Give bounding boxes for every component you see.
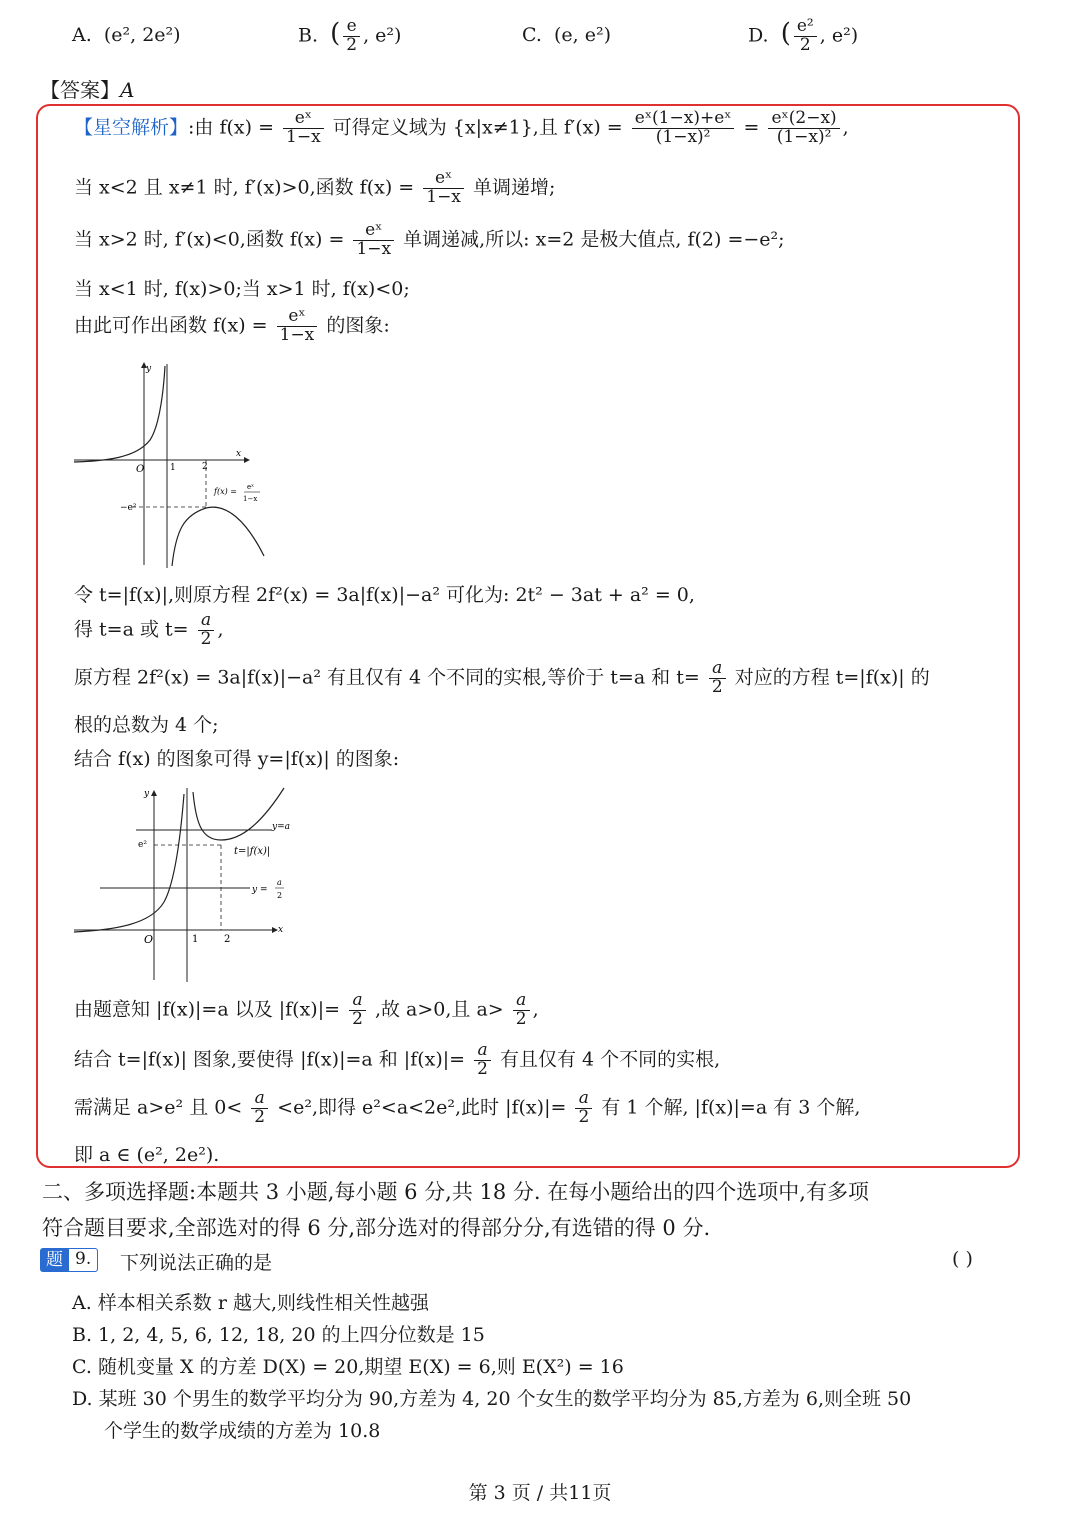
origin-label: O <box>136 464 145 475</box>
solution-line-10: 结合 f(x) 的图象可得 y=|f(x)| 的图象: <box>74 748 400 770</box>
solution-line-13: 需满足 a>e² 且 0< $\frac{a}{2}$ <e²,即得 e²<a<2e²,此时 |f(x)|= $\frac{a}{2}$ 有 1 个解, |f(x)|=a 有 3 个解, <box>74 1088 861 1127</box>
func-den: 1−x <box>243 495 258 503</box>
question-number: 9. <box>69 1248 98 1272</box>
solution-line-12: 结合 t=|f(x)| 图象,要使得 |f(x)|=a 和 |f(x)|= $\frac{a}{2}$ 有且仅有 4 个不同的实根, <box>74 1040 721 1079</box>
solution-line-3: 当 x>2 时, f′(x)<0,函数 f(x) = $\frac{\text{eˣ}}{1-x}$ 单调递减,所以: x=2 是极大值点, f(2) =−e²; <box>74 220 785 259</box>
choice-d-line-2: 个学生的数学成绩的方差为 10.8 <box>104 1420 381 1442</box>
func-num: eˣ <box>247 483 255 491</box>
choice-c: C. 随机变量 X 的方差 D(X) = 20,期望 E(X) = 6,则 E(X²) = 16 <box>72 1356 624 1378</box>
curve-right <box>172 507 264 566</box>
solution-line-7: 得 t=a 或 t= $\frac{a}{2}$ , <box>74 610 224 649</box>
solution-line-4: 当 x<1 时, f(x)>0;当 x>1 时, f(x)<0; <box>74 278 410 300</box>
origin-label: O <box>144 933 154 946</box>
label-y-a: y=a <box>272 822 290 832</box>
solution-line-11: 由题意知 |f(x)|=a 以及 |f(x)|= $\frac{a}{2}$ ,故 a>0,且 a> $\frac{a}{2}$ , <box>74 990 539 1029</box>
y-label: y <box>144 789 150 799</box>
solution-line-6: 令 t=|f(x)|,则原方程 2f²(x) = 3a|f(x)|−a² 可化为: 2t² − 3at + a² = 0, <box>74 584 695 606</box>
y-axis-arrow <box>151 790 157 796</box>
e2-label: e² <box>138 840 147 850</box>
half-den: 2 <box>277 891 283 900</box>
question-tag <box>40 1248 98 1272</box>
graph-f-x <box>66 360 286 572</box>
label-y-half: y = <box>252 885 268 895</box>
neg-e2-label: −e² <box>120 503 137 513</box>
label-t-abs: t=|f(x)| <box>234 846 271 857</box>
tick-1: 1 <box>192 934 199 945</box>
question-tag-label: 题 <box>40 1248 69 1272</box>
question-stem: 下列说法正确的是 <box>120 1252 273 1274</box>
graph-abs-f-x <box>66 784 306 986</box>
solution-line-2: 当 x<2 且 x≠1 时, f′(x)>0,函数 f(x) = $\frac{\text{eˣ}}{1-x}$ 单调递增; <box>74 168 556 207</box>
solution-line-8: 原方程 2f²(x) = 3a|f(x)|−a² 有且仅有 4 个不同的实根,等价于 t=a 和 t= $\frac{a}{2}$ 对应的方程 t=|f(x)| 的 <box>74 658 930 697</box>
solution-line-14: 即 a ∈ (e², 2e²). <box>74 1144 220 1166</box>
curve-left <box>74 794 184 932</box>
choice-b: B. 1, 2, 4, 5, 6, 12, 18, 20 的上四分位数是 15 <box>72 1324 485 1346</box>
func-label: f(x) = <box>214 487 237 496</box>
x-axis-arrow <box>244 457 250 463</box>
choice-a: A. 样本相关系数 r 越大,则线性相关性越强 <box>72 1292 430 1314</box>
tick-1: 1 <box>170 463 176 473</box>
option-c: C. (e, e²) <box>522 24 612 46</box>
option-a: A. (e², 2e²) <box>72 24 181 46</box>
answer-line: 【答案】A <box>40 78 135 102</box>
x-label: x <box>278 925 284 935</box>
y-label: y <box>146 364 152 374</box>
section-header-line-2: 符合题目要求,全部选对的得 6 分,部分选对的得部分分,有选错的得 0 分. <box>42 1216 711 1240</box>
choice-d-line-1: D. 某班 30 个男生的数学平均分为 90,方差为 4, 20 个女生的数学平均分为 85,方差为 6,则全班 50 <box>72 1388 912 1410</box>
tick-2: 2 <box>224 934 231 945</box>
solution-line-1: 【星空解析】:由 f(x) = $\frac{\text{eˣ}}{1-x}$ 可得定义域为 {x|x≠1},且 f′(x) = $\frac{\text{eˣ(1−x)+eˣ}}{\text{(1−x)²}}$ = $\frac{\text{eˣ(2−x)}}{\text{(1−x)²}}$ , <box>74 108 849 147</box>
section-header-line-1: 二、多项选择题:本题共 3 小题,每小题 6 分,共 18 分. 在每小题给出的四个选项中,有多项 <box>42 1180 869 1204</box>
solution-line-5: 由此可作出函数 f(x) = $\frac{\text{eˣ}}{1-x}$ 的图象: <box>74 306 390 345</box>
curve-left <box>74 366 165 462</box>
x-label: x <box>236 449 242 459</box>
half-num: a <box>277 878 282 887</box>
tick-2: 2 <box>202 462 208 472</box>
solution-line-9: 根的总数为 4 个; <box>74 714 219 736</box>
curve-right <box>193 788 284 840</box>
option-d: D. ( $\frac{\text{e²}}{2}$ , e²) <box>748 16 859 55</box>
page-footer: 第 3 页 / 共11页 <box>468 1482 612 1504</box>
option-b: B. ( $\frac{e}{2}$ , e²) <box>298 16 402 55</box>
answer-paren: ( ) <box>952 1248 973 1270</box>
